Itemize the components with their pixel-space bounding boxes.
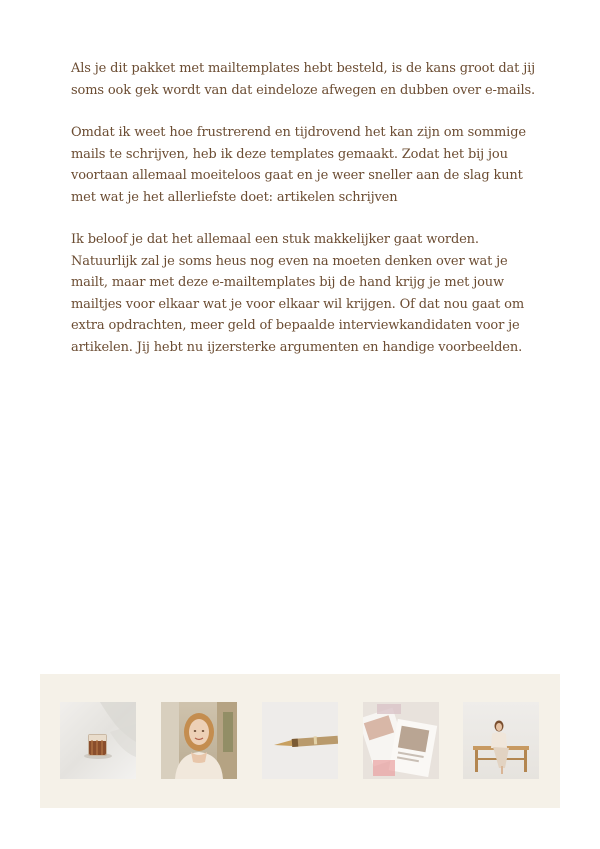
coffee-glass-photo [60,702,136,779]
paragraph-intro: Als je dit pakket met mailtemplates hebt besteld, is de kans groot dat jij soms ook gek wordt van dat eindeloze afwegen en dubben over e-mails. [71,61,536,98]
photo-strip [40,674,560,808]
fountain-pen-photo [262,702,338,779]
body-text [71,58,541,379]
woman-on-bench-photo [463,702,539,779]
magazines-photo [363,702,439,779]
paragraph-promise: Ik beloof je dat het allemaal een stuk makkelijker gaat worden. Natuurlijk zal je soms heus nog even na moeten denken over wat je mailt, maar met deze e-mailtemplates bij de hand krijg je met jouw mailtjes voor elkaar wat je voor elkaar wil krijgen. Of dat nou gaat om extra opdrachten, meer geld of bepaalde interviewkandidaten voor je artikelen. Jij hebt nu ijzersterke argumenten en handige voorbeelden. [71,232,525,355]
woman-portrait-photo [161,702,237,779]
paragraph-motivation: Omdat ik weet hoe frustrerend en tijdrovend het kan zijn om sommige mails te schrijven, heb ik deze templates gemaakt. Zodat het bij jou voortaan allemaal moeiteloos gaat en je weer sneller aan de slag kunt met wat je het allerliefste doet: artikelen schrijven [71,125,526,205]
